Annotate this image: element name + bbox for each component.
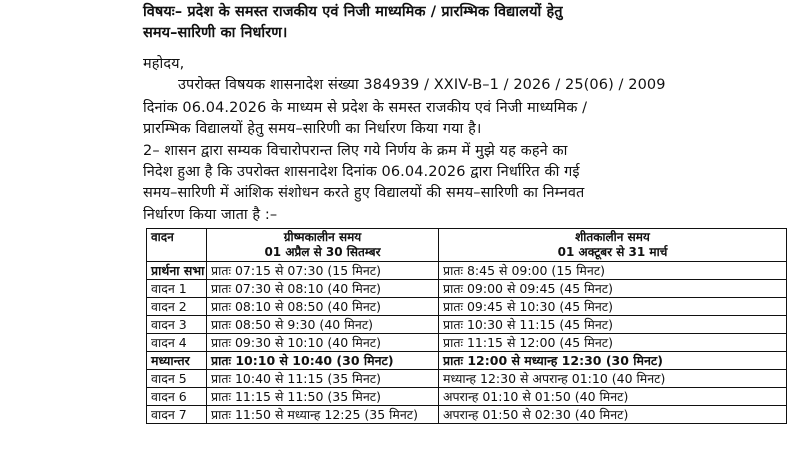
summer-cell: प्रातः 10:10 से 10:40 (30 मिनट) xyxy=(207,352,439,370)
period-cell: वादन 3 xyxy=(147,316,207,334)
timetable xyxy=(146,228,787,424)
table-row xyxy=(147,280,787,298)
winter-cell: प्रातः 09:45 से 10:30 (45 मिनट) xyxy=(439,298,787,316)
header-winter xyxy=(439,229,787,262)
period-cell: वादन 4 xyxy=(147,334,207,352)
period-cell: मध्यान्तर xyxy=(147,352,207,370)
period-cell: वादन 5 xyxy=(147,370,207,388)
winter-cell: मध्यान्ह 12:30 से अपरान्ह 01:10 (40 मिनट) xyxy=(439,370,787,388)
period-cell: वादन 1 xyxy=(147,280,207,298)
summer-cell: प्रातः 11:50 से मध्यान्ह 12:25 (35 मिनट) xyxy=(207,406,439,424)
salutation: महोदय, xyxy=(143,56,185,72)
para1-line-2: दिनांक 06.04.2026 के माध्यम से प्रदेश के समस्त राजकीय एवं निजी माध्यमिक / xyxy=(143,100,588,116)
table-row xyxy=(147,298,787,316)
summer-cell: प्रातः 07:30 से 08:10 (40 मिनट) xyxy=(207,280,439,298)
para2-line-3: समय–सारिणी में आंशिक संशोधन करते हुए विद्यालयों की समय–सारिणी का निम्नवत xyxy=(143,185,585,201)
timetable-header-row xyxy=(147,229,787,262)
winter-cell: अपरान्ह 01:50 से 02:30 (40 मिनट) xyxy=(439,406,787,424)
period-cell: वादन 2 xyxy=(147,298,207,316)
subject-line-1: विषयः– प्रदेश के समस्त राजकीय एवं निजी माध्यमिक / प्रारम्भिक विद्यालयों हेतु xyxy=(143,4,563,20)
para1-line-1: उपरोक्त विषयक शासनादेश संख्या 384939 / XXIV-B–1 / 2026 / 25(06) / 2009 xyxy=(178,77,666,93)
table-row xyxy=(147,262,787,280)
winter-cell: प्रातः 11:15 से 12:00 (45 मिनट) xyxy=(439,334,787,352)
winter-cell: अपरान्ह 01:10 से 01:50 (40 मिनट) xyxy=(439,388,787,406)
table-row xyxy=(147,406,787,424)
winter-cell: प्रातः 10:30 से 11:15 (45 मिनट) xyxy=(439,316,787,334)
summer-cell: प्रातः 08:10 से 08:50 (40 मिनट) xyxy=(207,298,439,316)
summer-cell: प्रातः 10:40 से 11:15 (35 मिनट) xyxy=(207,370,439,388)
summer-cell: प्रातः 07:15 से 07:30 (15 मिनट) xyxy=(207,262,439,280)
winter-cell: प्रातः 8:45 से 09:00 (15 मिनट) xyxy=(439,262,787,280)
summer-cell: प्रातः 08:50 से 9:30 (40 मिनट) xyxy=(207,316,439,334)
table-row-interval xyxy=(147,352,787,370)
period-cell: वादन 6 xyxy=(147,388,207,406)
header-summer-range: 01 अप्रैल से 30 सितम्बर xyxy=(264,245,381,259)
para2-line-2: निदेश हुआ है कि उपरोक्त शासनादेश दिनांक 06.04.2026 द्वारा निर्धारित की गई xyxy=(143,164,580,180)
summer-cell: प्रातः 11:15 से 11:50 (35 मिनट) xyxy=(207,388,439,406)
period-cell: वादन 7 xyxy=(147,406,207,424)
header-summer-title: ग्रीष्मकालीन समय xyxy=(283,230,362,244)
para1-line-3: प्रारम्भिक विद्यालयों हेतु समय–सारिणी का निर्धारण किया गया है। xyxy=(143,121,482,137)
header-period: वादन xyxy=(147,229,207,262)
winter-cell: प्रातः 12:00 से मध्यान्ह 12:30 (30 मिनट) xyxy=(439,352,787,370)
para2-line-4: निर्धारण किया जाता है :– xyxy=(143,207,278,223)
table-row xyxy=(147,388,787,406)
header-summer xyxy=(207,229,439,262)
table-row xyxy=(147,370,787,388)
winter-cell: प्रातः 09:00 से 09:45 (45 मिनट) xyxy=(439,280,787,298)
header-winter-title: शीतकालीन समय xyxy=(575,230,650,244)
table-row xyxy=(147,334,787,352)
para2-line-1: 2– शासन द्वारा सम्यक विचारोपरान्त लिए गये निर्णय के क्रम में मुझे यह कहने का xyxy=(143,143,568,159)
summer-cell: प्रातः 09:30 से 10:10 (40 मिनट) xyxy=(207,334,439,352)
header-winter-range: 01 अक्टूबर से 31 मार्च xyxy=(557,245,668,259)
table-row xyxy=(147,316,787,334)
period-cell: प्रार्थना सभा xyxy=(147,262,207,280)
subject-line-2: समय–सारिणी का निर्धारण। xyxy=(143,25,288,41)
